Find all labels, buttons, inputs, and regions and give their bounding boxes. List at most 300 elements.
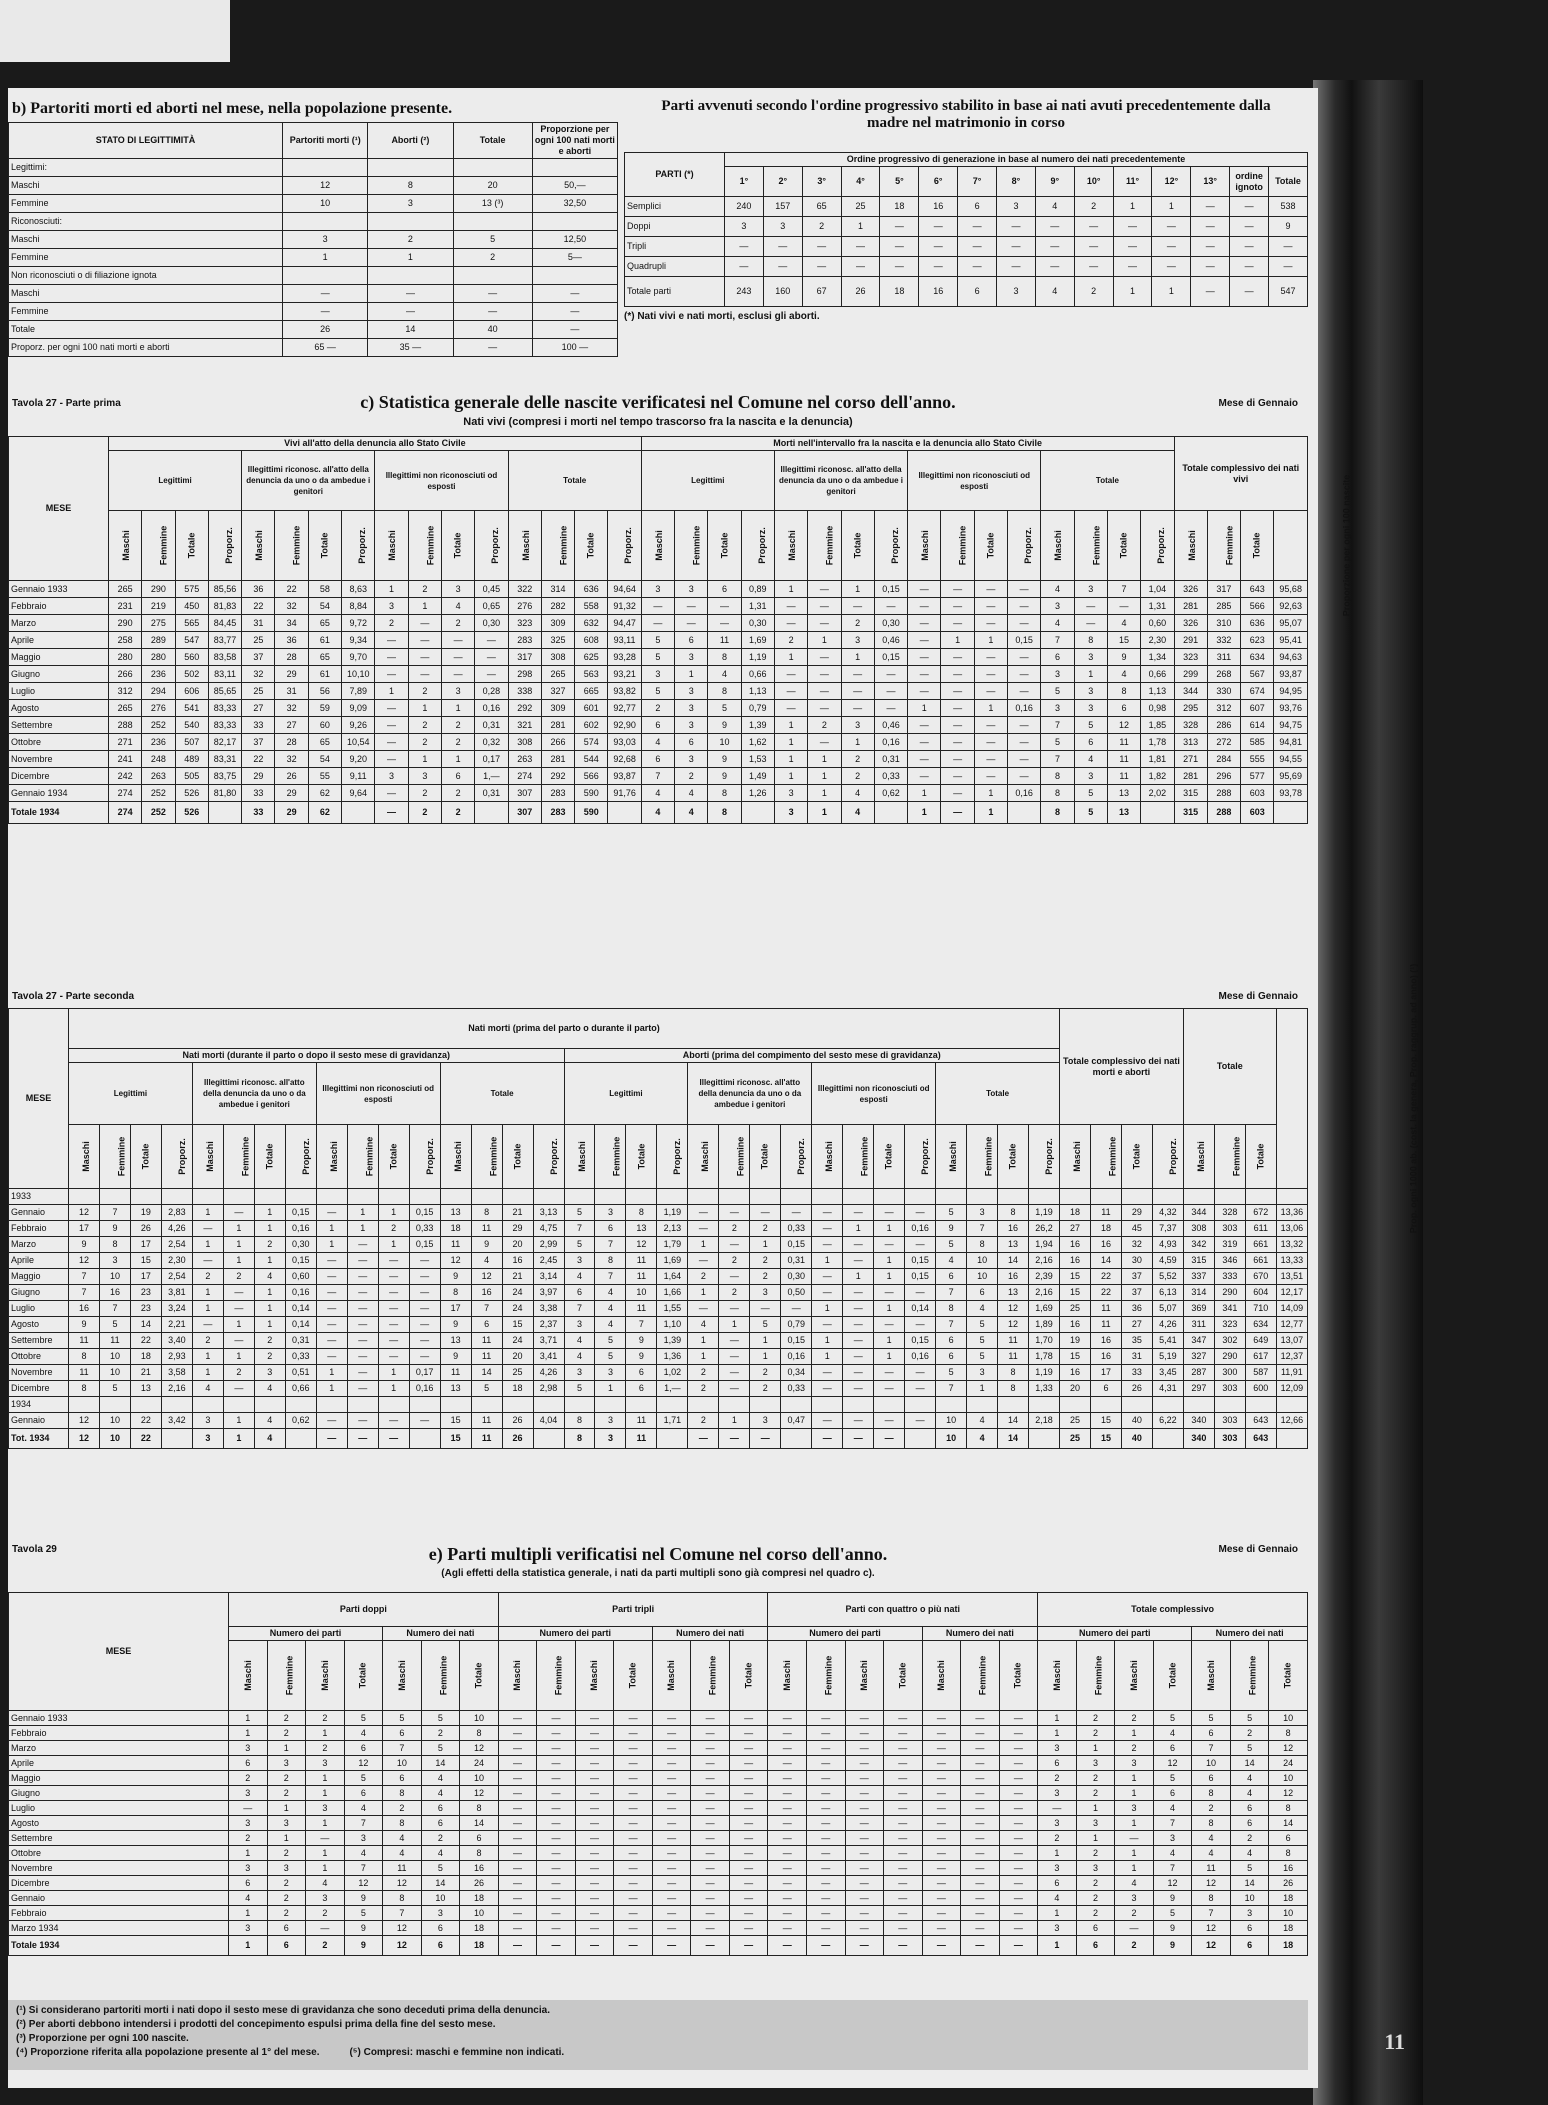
part-c-cell: 0,17 [475,751,508,768]
part-c2-cell: 8 [471,1205,502,1221]
part-e-empty-cell: — [999,1786,1038,1801]
part-c2-cell: 14 [998,1413,1029,1429]
part-e-total-cell: 4 [1192,1846,1231,1861]
part-c2-cell [440,1397,471,1413]
part-c-cell: — [375,666,408,683]
part-e-empty-cell: — [806,1861,845,1876]
part-e-leaf [229,1641,268,1711]
part-c-cell: 1 [774,581,807,598]
part-c2-cell: 31 [1121,1349,1152,1365]
part-c2-cell: 2 [719,1253,750,1269]
part-c2-cell: 4 [254,1381,285,1397]
part-c-total-cell: 2 [408,802,441,824]
part-c2-cell: 1 [688,1333,719,1349]
part-c2-leaf-label: Femmine [611,1136,622,1177]
part-e-total-cell: 1 [1038,1726,1077,1741]
part-e-empty-cell: — [999,1771,1038,1786]
part-c2-cell [1276,1397,1307,1413]
part-c2-cell: 0,33 [285,1349,316,1365]
part-c-leaf-label: Femmine [424,525,435,566]
part-c2-cell: 0,30 [781,1269,812,1285]
part-c2-cell: 1 [192,1205,223,1221]
part-c2-cell: 303 [1214,1413,1245,1429]
part-c2-cell: 3,41 [533,1349,564,1365]
part-e-row [9,1921,1308,1936]
part-c-cell: 2 [408,581,441,598]
part-e-cell: 8 [460,1801,499,1816]
part-e-total-cell: 6 [1076,1921,1115,1936]
part-c2-cell: 6 [1090,1381,1121,1397]
part-c2-cell: 2,16 [1029,1253,1060,1269]
parti-row [625,197,1308,217]
part-c2-cell: 12 [998,1317,1029,1333]
part-c-leaf [242,511,275,581]
part-e-total-cell: 1 [1115,1786,1154,1801]
part-e-empty-cell: — [884,1861,923,1876]
part-e-leaf [537,1641,576,1711]
part-e-total-cell: 3 [1038,1816,1077,1831]
part-c-cell: 286 [1207,717,1240,734]
part-e-cell: 8 [383,1786,422,1801]
parti-cell: — [1152,217,1191,237]
part-c-total-cell: 283 [541,802,574,824]
part-e-total-cell: 5 [1230,1741,1269,1756]
part-e-cell: 2 [421,1726,460,1741]
part-e-row-month: Dicembre [9,1876,229,1891]
part-c2-cell: 8 [99,1237,130,1253]
part-c2-cell: 1 [192,1349,223,1365]
part-e-subtitle: (Agli effetti della statistica generale, i nati da parti multipli sono già compresi nel quadro c). [441,1568,875,1579]
part-c-cell: — [808,700,841,717]
part-c-cell: 91,32 [608,598,641,615]
part-e-empty-cell: — [922,1726,961,1741]
part-c-leaf [475,511,508,581]
part-e-total-cell: 10 [1230,1891,1269,1906]
part-c2-cell: 12,66 [1276,1413,1307,1429]
part-c-cell: 2 [408,683,441,700]
part-c2-cell: 2 [254,1349,285,1365]
part-c2-cell: — [409,1317,440,1333]
part-b-cell: 5— [532,249,617,267]
part-c2-subgroup: Illegittimi riconosc. all'atto della denuncia da uno o da ambedue i genitori [688,1063,812,1125]
part-c2-cell: 1 [688,1349,719,1365]
part-c2-cell: — [688,1221,719,1237]
part-b-cell: — [532,303,617,321]
part-c-cell: 265 [541,666,574,683]
part-c2-cell: 8 [936,1301,967,1317]
part-c-cell: 4 [1041,581,1074,598]
parti-cell: 538 [1269,197,1308,217]
part-c2-cell: 323 [1214,1317,1245,1333]
parti-cell: — [1113,237,1152,257]
part-c-cell: — [1074,615,1107,632]
part-e-empty-cell: — [729,1861,768,1876]
part-e-total-cell: 6 [1192,1726,1231,1741]
part-c2-cell: 1,71 [657,1413,688,1429]
parti-cell: — [997,257,1036,277]
part-c-cell: 3 [1074,700,1107,717]
part-e-total-cell: 18 [1269,1891,1308,1906]
part-c2-cell: 2 [750,1221,781,1237]
part-c-cell: 4 [675,785,708,802]
part-c-cell: 326 [1174,615,1207,632]
part-c2-cell: 1,94 [1029,1237,1060,1253]
part-c-cell: 281 [541,751,574,768]
part-b-cell: 12 [283,177,368,195]
part-c2-cell [1090,1397,1121,1413]
part-e-empty-cell: — [537,1816,576,1831]
part-b-row [9,267,618,285]
part-c2-cell: — [223,1285,254,1301]
part-e-empty-cell: — [537,1801,576,1816]
part-c2-cell: — [223,1301,254,1317]
part-e-empty-cell: — [768,1756,807,1771]
part-c-leaf-total-label: Totale [1251,532,1262,559]
part-c2-cell: 14 [998,1253,1029,1269]
part-c2-row [9,1205,1308,1221]
part-c2-cell: 16 [1060,1317,1091,1333]
part-c-leaf-label: Proporz. [1022,527,1033,564]
part-c2-cell: — [719,1365,750,1381]
part-e-empty-cell: — [691,1876,730,1891]
part-c-cell: 2 [841,615,874,632]
part-c2-total-cell [657,1429,688,1449]
part-c-cell: 8 [708,649,741,666]
parti-cell: 547 [1269,277,1308,307]
parti-cell: — [1191,277,1230,307]
part-c2-cell: 4 [471,1253,502,1269]
parti-column: 1° [725,167,764,197]
part-c2-cell: 2 [192,1269,223,1285]
part-e-total-cell: 5 [1153,1711,1192,1726]
part-b-cell [453,213,532,231]
part-c2-cell: 2 [750,1269,781,1285]
part-c2-row-month: Giugno [9,1285,69,1301]
part-e-cell: 1 [267,1801,306,1816]
part-c-leaf [408,511,441,581]
part-c-leaf-total-label: Femmine [1224,525,1235,566]
part-c-cell: 6 [675,632,708,649]
part-c2-cell: 3,14 [533,1269,564,1285]
part-c-cell: 0,46 [874,632,907,649]
part-e-leaf [691,1641,730,1711]
part-c-cell: — [941,785,974,802]
part-e-empty-cell: — [498,1876,537,1891]
part-c2-leaf-label: Proporz. [796,1138,807,1175]
part-c-cell: 1,81 [1141,751,1174,768]
part-c-cell: 327 [541,683,574,700]
part-c2-cell: 0,62 [285,1413,316,1429]
part-e-subgroup-nati: Numero dei nati [383,1627,499,1641]
part-c-row [9,683,1308,700]
part-c-leaf-label: Femmine [957,525,968,566]
parti-column: Totale [1269,167,1308,197]
part-b-cell: 35 — [368,339,453,357]
part-c-leaf [441,511,474,581]
part-e-cell: 1 [306,1816,345,1831]
part-c-cell: 1 [808,785,841,802]
part-c2-cell: 11 [626,1413,657,1429]
parti-title: Parti avvenuti secondo l'ordine progressivo stabilito in base ai nati avuti precedentemente dalla madre nel matrimonio in corso [661,98,1271,131]
part-e-empty-cell: — [652,1816,691,1831]
part-c2-cell: 287 [1183,1365,1214,1381]
part-c2-cell: 1 [688,1237,719,1253]
part-c-cell: 298 [508,666,541,683]
part-e-cell: 8 [383,1816,422,1831]
part-c2-total-cell: 10 [936,1429,967,1449]
part-e-cell: 7 [344,1861,383,1876]
part-c-cell: 6 [641,751,674,768]
part-e-cell: 2 [306,1711,345,1726]
part-e-total-cell: 4 [1230,1786,1269,1801]
part-c-cell: — [375,700,408,717]
part-c2-total-cell [285,1429,316,1449]
part-e-empty-cell: — [729,1756,768,1771]
part-c2-cell: 7 [936,1381,967,1397]
part-c-cell: 1 [408,700,441,717]
part-c-leaf [774,511,807,581]
part-c-header-row-2 [9,451,1308,511]
part-c-subgroup: Totale [508,451,641,511]
part-c-cell: 323 [1174,649,1207,666]
part-c-cell: 59 [308,700,341,717]
part-c-cell: 0,32 [475,734,508,751]
part-c2-row-month: Dicembre [9,1381,69,1397]
part-c2-total-cell: 22 [130,1429,161,1449]
part-e-total-cell: 4 [1115,1876,1154,1891]
part-e-cell: 6 [267,1921,306,1936]
part-c-cell: 1 [808,632,841,649]
part-c-cell: 3 [774,785,807,802]
part-c-total-cell: 29 [275,802,308,824]
part-c2-cell: 22 [130,1333,161,1349]
part-e-total-cell: 24 [1269,1756,1308,1771]
part-c-cell: 36 [242,581,275,598]
part-e-leaf [1153,1641,1192,1711]
part-b-row [9,231,618,249]
part-c-cell: — [774,683,807,700]
part-c-cell: 281 [541,717,574,734]
part-c2-leaf-label: Maschi [1195,1141,1206,1172]
part-c2-cell [471,1189,502,1205]
part-c2-cell: 9 [440,1349,471,1365]
part-c2-cell: 8 [998,1365,1029,1381]
part-e-subgroup-nati: Numero dei nati [1192,1627,1308,1641]
part-c2-total-cell [533,1429,564,1449]
part-c-cell: 1,04 [1141,581,1174,598]
part-e-total-label: Totale 1934 [9,1936,229,1956]
parti-cell: 6 [958,277,997,307]
part-c2-cell: — [316,1285,347,1301]
part-c2-total-cell: 15 [1090,1429,1121,1449]
part-c2-cell: 3 [967,1365,998,1381]
part-e-total-cell: 1 [1076,1831,1115,1846]
part-e-empty-cell: — [884,1876,923,1891]
part-c-cell: 85,65 [208,683,241,700]
part-c2-cell: 10 [967,1253,998,1269]
part-c2-leaf-label: Maschi [947,1141,958,1172]
part-c2-cell: 342 [1183,1237,1214,1253]
part-c2-cell: — [874,1205,905,1221]
part-c2-cell: 16 [1060,1237,1091,1253]
part-e-empty-cell: — [537,1726,576,1741]
part-c-cell: 1,31 [741,598,774,615]
part-c-total-cell: 62 [308,802,341,824]
part-e-empty-cell: — [922,1861,961,1876]
footnote-1: (¹) Si considerano partoriti morti i nati dopo il sesto mese di gravidanza che sono deceduti prima della denuncia. [16,2005,550,2016]
part-c-leaf-label: Maschi [919,530,930,561]
part-e-empty-cell: — [691,1816,730,1831]
part-c2-cell: 2,54 [161,1269,192,1285]
parti-cell: — [1113,257,1152,277]
part-c-leaf-label: Proporz. [490,527,501,564]
part-c-leaf-label: Totale [319,532,330,559]
part-b-cell: — [532,321,617,339]
part-c2-cell: 1 [874,1253,905,1269]
part-c2-cell [99,1189,130,1205]
part-c-cell: 0,16 [1008,700,1041,717]
part-c-cell: 4 [1107,615,1140,632]
part-e-empty-cell: — [768,1711,807,1726]
part-c2-cell: — [378,1285,409,1301]
part-c2-cell [409,1189,440,1205]
part-c2-cell [378,1397,409,1413]
part-c2-cell: 1 [812,1333,843,1349]
part-c-cell: 95,07 [1274,615,1308,632]
part-c2-leaf [347,1125,378,1189]
part-c2-cell: 13 [626,1221,657,1237]
part-b-row [9,285,618,303]
part-c2-cell: — [409,1413,440,1429]
part-c2-cell: 0,34 [781,1365,812,1381]
part-c2-cell: 661 [1245,1237,1276,1253]
part-c2-cell: 4 [595,1301,626,1317]
parti-row-label: Semplici [625,197,725,217]
part-e-leaf [768,1641,807,1711]
part-c-cell: 283 [508,632,541,649]
part-c-row-month: Ottobre [9,734,109,751]
part-c-cell: — [1008,768,1041,785]
part-c-leaf-total-label: Maschi [1186,530,1197,561]
part-c-cell: 1 [375,683,408,700]
part-c2-cell: 315 [1183,1253,1214,1269]
part-c2-cell: 3,58 [161,1365,192,1381]
part-c-cell: 276 [142,700,175,717]
part-c2-cell: 344 [1183,1205,1214,1221]
part-c2-leaf [99,1125,130,1189]
part-e-row-month: Maggio [9,1771,229,1786]
part-e-total-cell: 6 [1038,1876,1077,1891]
parti-cell: — [958,217,997,237]
part-c2-cell: 1,36 [657,1349,688,1365]
part-c-cell: 6 [1107,700,1140,717]
part-c-cell: 272 [1207,734,1240,751]
part-c2-leaf-label: Totale [1131,1143,1142,1170]
part-c2-row-month: Settembre [9,1333,69,1349]
part-c2-cell: 340 [1183,1413,1214,1429]
part-c2-row [9,1365,1308,1381]
part-e-empty-cell: — [691,1861,730,1876]
part-e-total-cell: 14 [1230,1876,1269,1891]
page-number: 11 [1384,2029,1405,2054]
part-c2-cell: 26,2 [1029,1221,1060,1237]
part-c-cell: 62 [308,785,341,802]
part-c2-cell: 11 [69,1333,100,1349]
part-e-total-cell: 3 [1076,1861,1115,1876]
part-c2-cell: 661 [1245,1253,1276,1269]
part-c-cell: — [408,615,441,632]
parti-cell: 240 [725,197,764,217]
part-e-cell: 6 [421,1801,460,1816]
part-c-cell: 311 [1207,649,1240,666]
part-c2-cell: 1 [874,1333,905,1349]
part-c2-cell: 9 [69,1237,100,1253]
part-c-cell: 0,30 [475,615,508,632]
footnotes [8,2000,1308,2070]
part-c-cell: — [774,700,807,717]
part-c-cell: 1 [974,700,1007,717]
part-e-empty-cell: — [498,1786,537,1801]
part-e-empty-cell: — [845,1771,884,1786]
part-c-cell: 0,30 [741,615,774,632]
part-e-cell: 1 [229,1906,268,1921]
part-e-total-cell: 7 [1192,1906,1231,1921]
part-e-empty-cell: — [498,1726,537,1741]
part-c-leaf [1074,511,1107,581]
part-c-cell: 55 [308,768,341,785]
part-c-cell: 2 [774,632,807,649]
parti-cell: 18 [880,197,919,217]
part-e-row-month: Luglio [9,1801,229,1816]
part-c-cell: 3 [841,717,874,734]
parti-cell: 1 [1113,277,1152,307]
part-e-cell: 9 [344,1891,383,1906]
part-c2-cell: 3,24 [161,1301,192,1317]
part-c-leaf [342,511,375,581]
part-c-cell: — [808,734,841,751]
part-c2-cell: 10 [99,1365,130,1381]
part-c-cell: — [908,751,941,768]
part-c2-cell: 15 [1060,1269,1091,1285]
part-e-empty-cell: — [768,1771,807,1786]
part-c2-cell: 16 [471,1285,502,1301]
part-c-cell: 7 [1107,581,1140,598]
part-e-empty-cell: — [652,1906,691,1921]
part-e-total-cell: 26 [1269,1876,1308,1891]
part-e-total-cell: 1 [1115,1726,1154,1741]
parti-cell: — [841,257,880,277]
part-c2-group-aborti: Aborti (prima del compimento del sesto mese di gravidanza) [564,1049,1060,1063]
part-c-cell: 636 [575,581,608,598]
part-e-row-month: Marzo 1934 [9,1921,229,1936]
part-c2-leaf [750,1125,781,1189]
part-c-cell: 83,75 [208,768,241,785]
part-e-total-cell: 2 [1038,1831,1077,1846]
part-c2-tag: Tavola 27 - Parte seconda [12,991,135,1002]
part-c2-cell [936,1397,967,1413]
part-e-empty-cell: — [922,1756,961,1771]
part-c-cell: 8 [708,683,741,700]
part-c2-leaf-label: Proporz. [176,1138,187,1175]
part-c-row [9,785,1308,802]
part-e-cell: 7 [383,1906,422,1921]
part-e-empty-cell: — [922,1771,961,1786]
part-c-cell: 11 [1107,734,1140,751]
part-e-cell: 5 [421,1741,460,1756]
part-c2-cell: 611 [1245,1221,1276,1237]
part-e-cell: 5 [344,1711,383,1726]
part-c2-cell: 4,26 [533,1365,564,1381]
